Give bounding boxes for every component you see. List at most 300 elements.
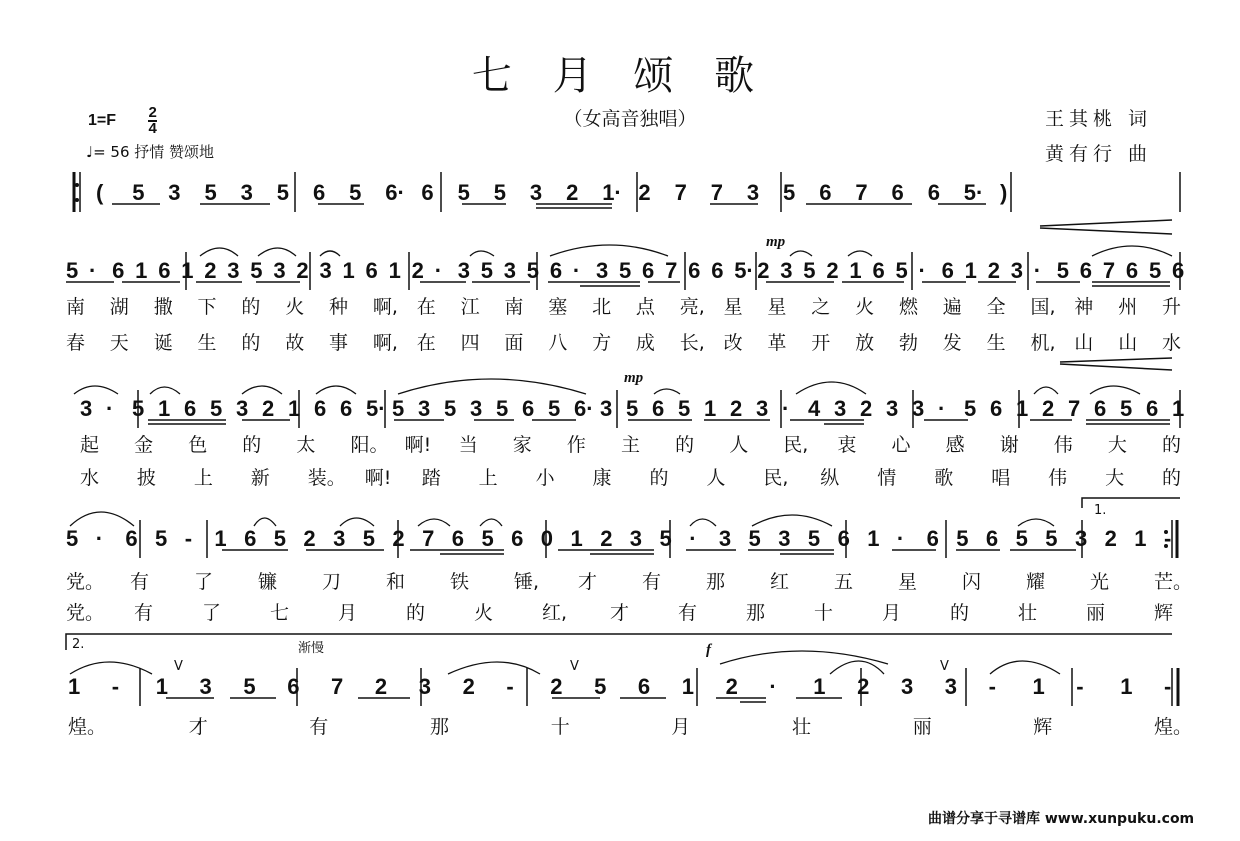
row2-lyric: 全 [986,296,1006,318]
row4-lyric: 党。 [66,571,105,593]
row2-note: 1 [135,258,148,283]
row3-lyric: 衷 [837,434,857,456]
row2-note: · [918,258,926,283]
row1-note: 3 [529,180,543,205]
row2-note: 1 [342,258,355,283]
row4-lyric: 十 [814,602,834,624]
row4-lyric: 那 [706,571,726,593]
row3-lyric: 的 [649,467,669,489]
row3-note: 3 [912,396,925,421]
row3-lyric: 小 [535,467,555,489]
row3-lyric: 民, [783,434,809,456]
row3-lyric: 当 [458,434,478,456]
row2-note: · [89,258,97,283]
row2-lyric: 故 [285,332,305,354]
row4-lyric: 红, [542,602,568,624]
row3-note: 6 [652,396,665,421]
row2-note: 3 [273,258,286,283]
row4-note: 1 [214,526,227,551]
row3-lyric: 的 [1162,467,1182,489]
row4-note: 1 [1134,526,1147,551]
row3-note: 3 [600,396,613,421]
row3-lyric: 家 [512,434,532,456]
composer: 黄有行 曲 [1045,143,1153,165]
row2-lyric: 的 [241,296,261,318]
row2-note: 6 [711,258,724,283]
row2-note: 6 [1125,258,1139,283]
row5-note: 1 [155,674,168,699]
row5-lyric: 那 [430,716,450,738]
row3-note: 3 [834,396,847,421]
row3-lyric: 大 [1105,467,1125,489]
row2-lyric: 山 [1074,332,1094,354]
row4-note: · [896,526,905,551]
row3-lyric: 太 [296,434,316,456]
row2-lyric: 的 [241,332,261,354]
row3-lyric: 水 [80,467,100,489]
row4-lyric: 有 [130,571,150,593]
row2-note: 1 [181,258,194,283]
row3-note: 1 [288,396,301,421]
row2-lyric: 在 [416,332,436,354]
row5-lyric: 壮 [792,716,812,738]
row2-lyric: 北 [592,296,612,318]
row3-lyric: 主 [621,434,641,456]
breath-mark-2: V [570,659,579,674]
row2-lyric: 湖 [109,296,129,318]
row5-note: 2 [374,674,388,699]
row5-note: 3 [944,674,958,699]
row4-note: 3 [629,526,643,551]
row4-lyric: 铁 [450,571,470,593]
row4-note: 0 [540,526,554,551]
row2-note: 1 [388,258,401,283]
lyricist: 王其桃 词 [1045,108,1153,130]
row1-note: 6 [927,180,940,205]
row3-lyric: 人 [729,434,749,456]
row4-lyric: 有 [134,602,154,624]
dynamic-mp-1: mp [766,234,786,250]
row3-note: 6 [990,396,1003,421]
row4-note: - [184,526,193,551]
row4-note: 5 [956,526,969,551]
row4-lyric: 锤, [514,571,540,593]
row1-note: 5 [349,180,362,205]
row3-note: 2 [860,396,873,421]
row1-note: 6 [421,180,434,205]
row3-lyric: 伟 [1053,434,1073,456]
row2-lyric: 之 [811,296,831,318]
row5-note: 1 [1032,674,1045,699]
row4-note: · [689,526,697,551]
row2-lyric: 燃 [899,296,919,318]
row3-note: 3 [756,396,769,421]
row4-note: 5 [748,526,761,551]
row5-note: 2 [462,674,475,699]
row3-lyric: 民, [763,467,789,489]
row3-note: 5· [366,396,386,421]
row2-lyric: 诞 [153,332,173,354]
row3-note: 6 [1146,396,1159,421]
row3-note: 2 [262,396,275,421]
row2-lyric: 水 [1162,332,1182,354]
row4-lyric: 镰 [258,571,278,593]
row2-lyric: 天 [109,332,129,354]
row3-note: 3 [80,396,93,421]
row3-note: 6 [184,396,197,421]
row3-note: · [782,396,790,421]
row3-lyric: 上 [478,467,498,489]
row3-note: 5 [626,396,639,421]
row4-note: 1 [570,526,583,551]
row4-lyric: 有 [678,602,698,624]
row2-lyric: 生 [197,332,217,354]
row2-lyric: 下 [197,296,217,318]
volta-1: 1. [1094,503,1107,518]
row2-note: 6 [688,258,701,283]
row3-lyric: 心 [891,434,911,456]
row2-lyric: 发 [942,332,962,354]
row2-note: 5 [66,258,79,283]
row2-note: 3 [596,258,609,283]
row3-lyric: 新 [250,467,270,489]
row2-lyric: 八 [548,332,568,354]
row4-note: 1 [867,526,880,551]
row4-note: 2 [1104,526,1117,551]
tempo-marking: ♩= 56 抒情 赞颂地 [86,143,215,161]
row1-note: 6 [819,180,832,205]
row4-note: 5 [155,526,168,551]
row1-note: 7 [855,180,868,205]
row2-note: 2 [826,258,839,283]
row2-note: 6 [872,258,885,283]
row2-lyric: 升 [1162,296,1182,318]
row4-lyric: 的 [950,602,970,624]
notes-layer [66,180,1192,738]
row4-note: 6 [451,526,465,551]
row4-lyric: 才 [610,602,630,624]
row2-note: 1 [849,258,862,283]
row3-lyric: 金 [134,434,154,456]
row2-note: 2 [411,258,424,283]
row3-lyric: 情 [877,467,897,489]
row3-lyric: 啊! [404,434,432,456]
row3-lyric: 的 [242,434,262,456]
row3-lyric: 啊! [364,467,392,489]
row3-lyric: 上 [193,467,213,489]
row2-lyric: 撒 [153,296,173,318]
row1-note: 7 [674,180,687,205]
row4-lyric: 辉 [1154,602,1174,624]
row4-lyric: 月 [338,602,358,624]
row3-lyric: 的 [675,434,695,456]
row1-note: 5 [276,180,290,205]
row4-note: 3 [333,526,346,551]
row4-note: 3 [718,526,732,551]
row4-note: 5 [659,526,672,551]
row4-note: 5 [1015,526,1028,551]
row1-note: 6· [385,180,405,205]
row5-note: 7 [331,674,344,699]
row4-lyric: 七 [270,602,290,624]
row2-lyric: 事 [329,332,349,354]
row2-note: 6 [642,258,655,283]
row3-lyric: 伟 [1048,467,1068,489]
row5-note: - [506,674,514,699]
row2-lyric: 国, [1030,296,1056,318]
row2-lyric: 塞 [548,296,568,318]
row2-note: 2 [987,258,1000,283]
row2-lyric: 改 [723,332,743,354]
row5-lyric: 月 [671,716,691,738]
row3-note: 1 [1016,396,1029,421]
row5-note: 6 [287,674,300,699]
row2-lyric: 生 [986,332,1006,354]
row2-note: 6 [365,258,378,283]
row2-lyric: 火 [285,296,305,318]
row2-note: 3 [227,258,240,283]
row1-note: ( [96,180,104,205]
row4-note: 6 [837,526,850,551]
row4-note: 5 [481,526,494,551]
row2-note: 1 [964,258,977,283]
row3-lyric: 康 [592,467,612,489]
row5-note: 5 [594,674,607,699]
row2-note: 5 [526,258,540,283]
row3-note: 3 [470,396,483,421]
row2-note: 2 [757,258,770,283]
row2-lyric: 南 [66,296,86,318]
row2-note: · [434,258,443,283]
row2-note: 6 [158,258,171,283]
row4-note: 6 [985,526,999,551]
row2-lyric: 四 [460,332,480,354]
row5-lyric: 丽 [912,716,932,738]
row1-note: 5 [457,180,470,205]
row4-note: 3 [778,526,791,551]
row3-lyric: 起 [80,434,100,456]
row2-lyric: 啊, [372,332,398,354]
row4-lyric: 红 [770,571,790,593]
row4-lyric: 光 [1090,571,1110,593]
row3-lyric: 装。 [307,467,346,489]
row2-note: 6 [549,258,563,283]
row4-note: 6 [511,526,524,551]
row3-note: 5 [132,396,145,421]
row5-note: - [1076,674,1084,699]
row2-lyric: 江 [460,296,480,318]
row5-note: 3 [418,674,431,699]
row1-note: 2 [566,180,579,205]
row5-note: 1 [813,674,826,699]
row3-note: 4 [808,396,821,421]
row4-lyric: 有 [642,571,662,593]
row2-lyric: 春 [66,332,86,354]
row4-note: 2 [303,526,316,551]
row1-note: 5· [963,180,984,205]
row3-note: 5 [496,396,509,421]
row4-lyric: 的 [406,602,426,624]
row5-lyric: 煌。 [68,716,107,738]
row5-lyric: 有 [309,716,329,738]
row3-note: 5 [1120,396,1133,421]
row2-lyric: 机, [1030,332,1056,354]
row2-lyric: 点 [635,296,655,318]
row2-lyric: 革 [767,332,787,354]
row2-lyric: 勃 [899,332,919,354]
row4-note: 2 [392,526,405,551]
row2-note: 5 [1056,258,1070,283]
row4-lyric: 星 [898,571,918,593]
row2-lyric: 星 [767,296,787,318]
row4-lyric: 和 [386,571,406,593]
row3-note: 5 [964,396,977,421]
row3-lyric: 纵 [820,467,840,489]
row5-lyric: 才 [188,716,208,738]
row2-note: 3 [457,258,470,283]
row1-note: 2 [638,180,651,205]
row3-note: 3 [418,396,431,421]
row3-lyric: 唱 [991,467,1011,489]
row5-note: - [1164,674,1172,699]
row4-lyric: 党。 [66,602,105,624]
row2-note: 7 [1102,258,1116,283]
row2-note: · [1033,258,1042,283]
row2-lyric: 种 [329,296,349,318]
row1-note: 3 [240,180,253,205]
row2-note: 3 [1010,258,1023,283]
row4-lyric: 那 [746,602,766,624]
row5-lyric: 辉 [1033,716,1053,738]
row5-note: 5 [243,674,256,699]
row3-note: 3 [886,396,899,421]
row3-lyric: 阳。 [350,434,389,456]
row5-note: 1 [68,674,81,699]
row5-lyric: 煌。 [1154,716,1193,738]
row4-note: 6 [244,526,257,551]
row2-lyric: 方 [592,332,612,354]
row3-lyric: 披 [136,467,156,489]
row3-note: 5 [548,396,561,421]
row3-note: 1 [704,396,717,421]
row4-note: 5 [362,526,376,551]
row2-lyric: 南 [504,296,524,318]
row3-lyric: 人 [706,467,726,489]
row5-note: - [111,674,120,699]
row3-lyric: 感 [945,434,965,456]
row2-lyric: 在 [416,296,436,318]
row5-lyric: 十 [550,716,570,738]
row4-lyric: 刀 [322,571,342,593]
row3-lyric: 色 [188,434,208,456]
row1-note: 5 [783,180,796,205]
row2-lyric: 山 [1118,332,1138,354]
row2-lyric: 放 [855,332,875,354]
row2-lyric: 成 [635,332,655,354]
row4-note: - [1164,526,1172,551]
row2-lyric: 神 [1074,296,1094,318]
row3-note: 6 [1094,396,1107,421]
row5-note: 1 [1120,674,1133,699]
row5-note: 6 [637,674,651,699]
row2-note: 5· [734,258,754,283]
row2-lyric: 火 [855,296,875,318]
row2-note: 6 [1172,258,1185,283]
row3-note: 5 [392,396,405,421]
row2-note: 6 [1079,258,1093,283]
row2-note: 3 [780,258,793,283]
row4-note: · [95,526,104,551]
row2-note: 5 [250,258,263,283]
subtitle: （女高音独唱） [563,108,697,130]
row1-note: 5 [204,180,217,205]
row2-note: 2 [296,258,309,283]
page-title: 七 月 颂 歌 [471,53,769,99]
row3-note: 1 [158,396,171,421]
row3-lyric: 歌 [934,467,954,489]
row1-note: 6 [891,180,904,205]
row2-note: 6 [941,258,954,283]
row3-note: 6· [574,396,594,421]
row3-note: 1 [1172,396,1185,421]
row2-lyric: 亮, [679,296,705,318]
row3-note: 2 [730,396,743,421]
row4-lyric: 火 [474,602,494,624]
row4-lyric: 闪 [962,571,982,593]
row2-lyric: 长, [679,332,705,354]
dynamic-f: f [706,642,711,658]
row4-lyric: 月 [882,602,902,624]
row1-note: 1· [602,180,622,205]
row1-note: 3 [168,180,181,205]
key-label: 1=F [88,112,117,130]
row2-note: 3 [503,258,517,283]
time-bottom: 4 [148,120,157,137]
row3-note: 7 [1068,396,1081,421]
row3-note: 5 [444,396,457,421]
row4-note: 2 [600,526,613,551]
row1-note: 6 [313,180,326,205]
dynamic-mp-2: mp [624,370,644,386]
row3-note: 3 [236,396,249,421]
row4-lyric: 丽 [1086,602,1106,624]
row2-note: 5 [1149,258,1162,283]
row5-note: 2 [857,674,870,699]
volta-2: 2. [72,637,85,652]
row3-note: 5 [678,396,691,421]
row2-note: 5 [803,258,816,283]
breath-mark-1: V [174,659,183,674]
row4-note: 6 [926,526,939,551]
row3-note: 6 [522,396,535,421]
row2-note: 5 [895,258,908,283]
row3-lyric: 大 [1107,434,1127,456]
row4-lyric: 壮 [1018,602,1038,624]
row3-note: 2 [1042,396,1055,421]
row2-note: 5 [480,258,494,283]
row4-lyric: 五 [834,571,854,593]
footer-source: 曲谱分享于寻谱库 www.xunpuku.com [928,811,1195,827]
row3-lyric: 谢 [999,434,1019,456]
row1-note: 7 [710,180,723,205]
row4-lyric: 芒。 [1154,571,1193,593]
row2-lyric: 开 [811,332,831,354]
row2-note: 7 [665,258,678,283]
row3-note: 6 [340,396,353,421]
row4-note: 7 [422,526,435,551]
row4-note: 5 [1045,526,1058,551]
row5-note: - [988,674,996,699]
